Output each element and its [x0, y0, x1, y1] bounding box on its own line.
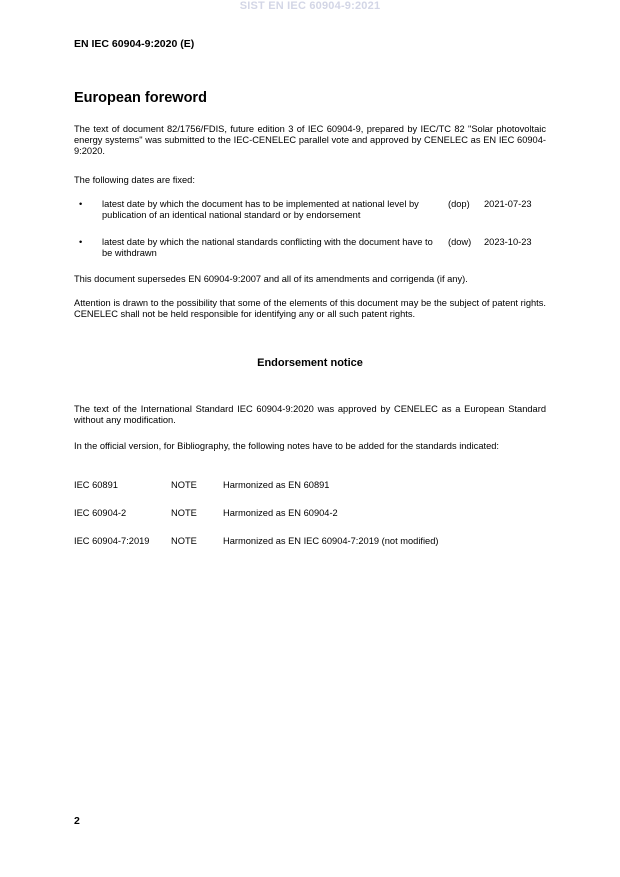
- foreword-title: European foreword: [74, 90, 207, 106]
- note-standard: IEC 60891: [74, 480, 118, 490]
- note-row: [74, 480, 546, 491]
- date-item-abbr: (dop): [448, 199, 470, 209]
- endorsement-approval: The text of the International Standard IEC 60904-9:2020 was approved by CENELEC as a European Standard without any modification.: [74, 404, 546, 425]
- watermark: SIST EN IEC 60904-9:2021: [239, 0, 381, 12]
- foreword-intro: The text of document 82/1756/FDIS, future edition 3 of IEC 60904-9, prepared by IEC/TC 82 "Solar photovoltaic energy systems" was submitted to the IEC-CENELEC parallel vote and approved by CENELEC as EN IEC 60904-9:2020.: [74, 124, 546, 156]
- date-item-date: 2021-07-23: [484, 199, 532, 209]
- note-text: Harmonized as EN 60891: [223, 480, 330, 490]
- attention-text: Attention is drawn to the possibility that some of the elements of this document may be the subject of patent rights. CENELEC shall not be held responsible for identifying any or all such patent rights.: [74, 298, 546, 319]
- date-item-dop: [74, 199, 546, 223]
- note-label: NOTE: [171, 536, 197, 546]
- supersedes-text: This document supersedes EN 60904-9:2007 and all of its amendments and corrigenda (if any).: [74, 274, 468, 284]
- bibliography-intro: In the official version, for Bibliography, the following notes have to be added for the standards indicated:: [74, 441, 499, 451]
- date-item-text: latest date by which the document has to be implemented at national level by publication of an identical national standard or by endorsement: [102, 199, 419, 220]
- date-item-abbr: (dow): [448, 237, 472, 247]
- dates-intro: The following dates are fixed:: [74, 175, 195, 185]
- note-row: [74, 508, 546, 519]
- document-id: EN IEC 60904-9:2020 (E): [74, 38, 195, 50]
- note-standard: IEC 60904-2: [74, 508, 127, 518]
- date-item-text: latest date by which the national standards conflicting with the document have to be withdrawn: [102, 237, 433, 258]
- note-label: NOTE: [171, 480, 197, 490]
- note-standard: IEC 60904-7:2019: [74, 536, 150, 546]
- note-row: [74, 536, 546, 547]
- note-label: NOTE: [171, 508, 197, 518]
- page-number: 2: [74, 815, 80, 827]
- note-text: Harmonized as EN 60904-2: [223, 508, 338, 518]
- bullet-icon: •: [79, 199, 83, 209]
- bullet-icon: •: [79, 237, 83, 247]
- note-text: Harmonized as EN IEC 60904-7:2019 (not modified): [223, 536, 439, 546]
- endorsement-title: Endorsement notice: [257, 357, 363, 369]
- date-item-date: 2023-10-23: [484, 237, 532, 247]
- date-item-dow: [74, 237, 546, 261]
